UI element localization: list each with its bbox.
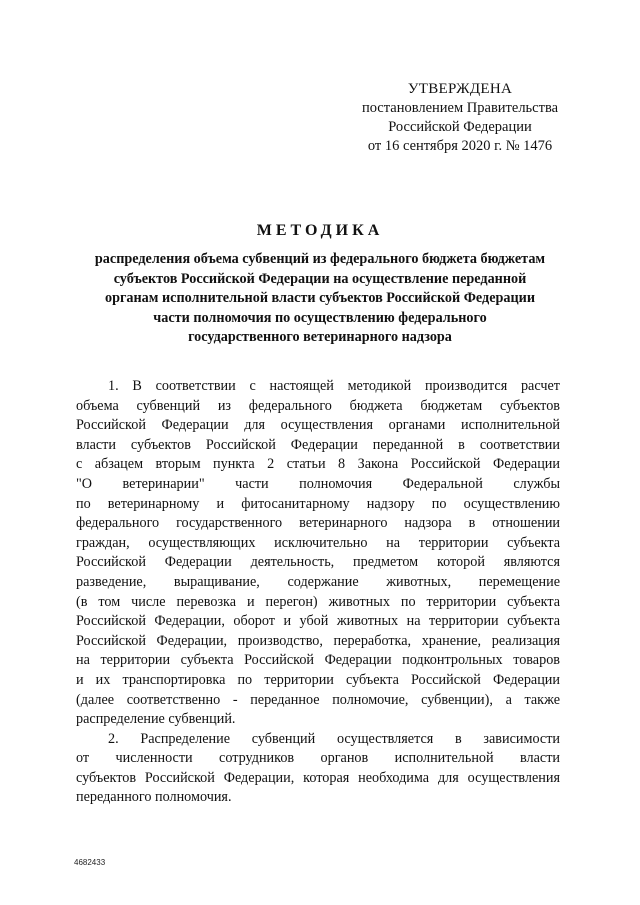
subtitle-line: субъектов Российской Федерации на осуществление переданной (113, 270, 527, 287)
text-line: (далее соответственно - переданное полномочие, субвенции), а также (76, 691, 560, 708)
document-code: 4682433 (74, 858, 106, 867)
text-line: разведение, выращивание, содержание животных, перемещение (76, 573, 560, 590)
text-line: "О ветеринарии" части полномочия Федеральной службы (76, 475, 560, 492)
text-line: Российской Федерации деятельность, предметом которой являются (76, 554, 560, 571)
document-body (76, 377, 560, 808)
text-line: федерального государственного ветеринарного надзора в отношении (76, 515, 560, 532)
text-line: (в том числе перевозка и перегон) животных по территории субъекта (76, 593, 560, 610)
text-line: граждан, осуществляющих исключительно на территории субъекта (76, 534, 560, 551)
text-line: переданного полномочия. (76, 789, 232, 806)
text-line: 2. Распределение субвенций осуществляется в зависимости (108, 730, 560, 747)
text-line: с абзацем вторым пункта 2 статьи 8 Закона Российской Федерации (76, 456, 560, 473)
text-line: Российской Федерации, оборот и убой животных на территории субъекта (76, 613, 560, 630)
document-title: МЕТОДИКА (256, 222, 384, 239)
text-line: распределение субвенций. (76, 711, 236, 728)
approval-stamp (340, 80, 580, 156)
text-line: Российской Федерации для осуществления органами исполнительной (76, 417, 560, 434)
text-line: 1. В соответствии с настоящей методикой производится расчет (108, 378, 560, 394)
approval-line-1: постановлением Правительства (361, 100, 559, 116)
text-line: объема субвенций из федерального бюджета бюджетам субъектов (76, 397, 560, 414)
subtitle-line: распределения объема субвенций из федерального бюджета бюджетам (94, 251, 546, 267)
text-line: на территории субъекта Российской Федерации подконтрольных товаров (76, 652, 560, 669)
approval-line-3: от 16 сентября 2020 г. № 1476 (367, 138, 553, 154)
subtitle-line: органам исполнительной власти субъектов Российской Федерации (104, 290, 536, 306)
document-subtitle (70, 250, 570, 348)
approval-line-2: Российской Федерации (388, 119, 532, 135)
text-line: власти субъектов Российской Федерации переданной в соответствии (76, 436, 560, 453)
approval-title: УТВЕРЖДЕНА (407, 81, 513, 97)
text-line: Российской Федерации, производство, переработка, хранение, реализация (76, 632, 560, 649)
text-line: по ветеринарному и фитосанитарному надзору по осуществлению (76, 495, 560, 512)
paragraph-1 (76, 377, 560, 730)
text-line: от численности сотрудников органов исполнительной власти (76, 750, 560, 767)
subtitle-line: государственного ветеринарного надзора (188, 329, 452, 345)
text-line: и их транспортировка по территории субъекта Российской Федерации (76, 671, 560, 688)
text-line: субъектов Российской Федерации, которая необходима для осуществления (76, 769, 560, 786)
subtitle-line: части полномочия по осуществлению федерального (153, 309, 487, 326)
paragraph-2 (76, 730, 560, 808)
